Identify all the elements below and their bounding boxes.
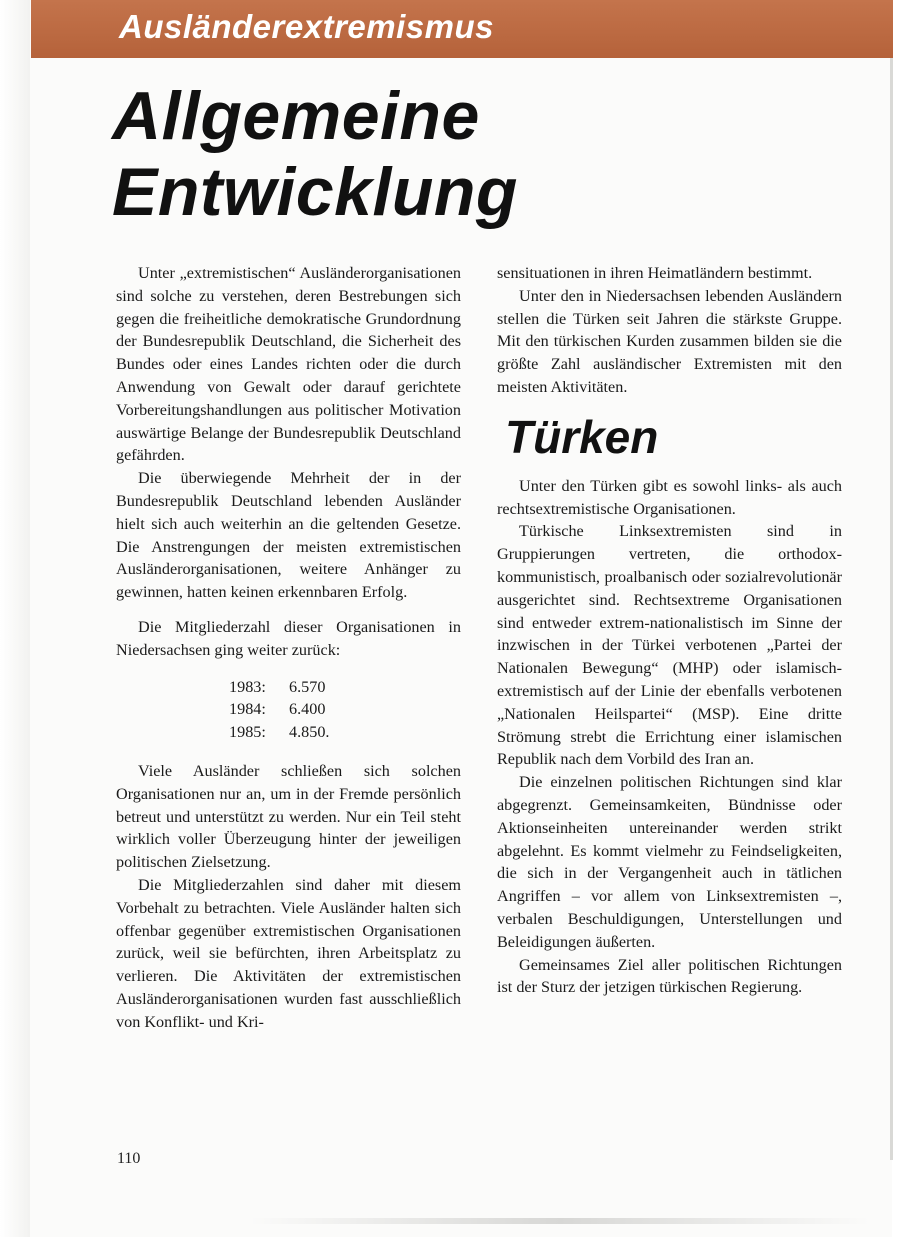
- page-title-line1: Allgemeine: [112, 78, 480, 154]
- right-column: [497, 262, 842, 999]
- left-paragraph-5: Die Mitgliederzahlen sind daher mit diesem Vorbehalt zu betrachten. Viele Ausländer halten sich offenbar gegenüber extremistischen Organisationen zurück, weil sie befürchten, ihren Arbeitsplatz zu verlieren. Die Aktivitäten der extremistischen Ausländerorganisationen wurden fast ausschließlich von Konflikt- und Kri-: [116, 875, 461, 1031]
- left-paragraph-3: Die Mitgliederzahl dieser Organisationen in Niedersachsen ging weiter zurück:: [116, 617, 461, 659]
- left-column: [116, 262, 461, 1034]
- stat-year: 1983:: [229, 677, 266, 696]
- page-left-shadow: [0, 0, 30, 1237]
- page-number: 110: [117, 1150, 141, 1167]
- right-paragraph-3: Unter den Türken gibt es sowohl links- als auch rechtsextremistische Organisationen.: [497, 476, 842, 518]
- stat-value: 6.570: [289, 677, 326, 696]
- right-paragraph-5: Die einzelnen politischen Richtungen sind klar abgegrenzt. Gemeinsamkeiten, Bündnisse oder Aktionseinheiten untereinander werden strikt abgelehnt. Es kommt vielmehr zu Feindseligkeiten, die sich in der Vergangenheit auch in tätlichen Angriffen – vor allem von Linksextremisten –, verbalen Beschuldigungen, Unterstellungen und Beleidigungen äußerten.: [497, 773, 842, 951]
- stat-value: 6.400: [289, 700, 326, 719]
- banner-title: Ausländerextremismus: [119, 8, 494, 45]
- page-bottom-shade: [250, 1218, 870, 1224]
- membership-stats: [229, 676, 461, 744]
- right-paragraph-1: sensituationen in ihren Heimatländern bestimmt.: [497, 264, 813, 282]
- stat-row: [229, 721, 461, 744]
- right-paragraph-6: Gemeinsames Ziel aller politischen Richtungen ist der Sturz der jetzigen türkischen Regierung.: [497, 955, 842, 997]
- section-heading-tuerken: Türken: [505, 410, 659, 463]
- page-title-line2: Entwicklung: [112, 154, 518, 230]
- stat-year: 1984:: [229, 700, 266, 719]
- right-paragraph-2: Unter den in Niedersachsen lebenden Ausländern stellen die Türken seit Jahren die stärkste Gruppe. Mit den türkischen Kurden zusammen bilden sie die größte Zahl ausländischer Extremisten mit den meisten Aktivitäten.: [497, 286, 842, 396]
- left-paragraph-4: Viele Ausländer schließen sich solchen Organisationen nur an, um in der Fremde persönlich betreut und unterstützt zu werden. Nur ein Teil steht wirklich voller Überzeugung hinter der jeweiligen politischen Zielsetzung.: [116, 761, 461, 872]
- stat-row: [229, 698, 461, 721]
- page-title: [112, 78, 518, 230]
- stat-row: [229, 676, 461, 699]
- right-paragraph-4: Türkische Linksextremisten sind in Gruppierungen vertreten, die orthodox-kommunistisch, proalbanisch oder sozialrevolutionär ausgerichtet sind. Rechtsextreme Organisationen sind entweder extrem-nationalistisch im Sinne der inzwischen in der Türkei verbotenen „Partei der Nationalen Bewegung“ (MHP) oder islamisch-extremistisch auf der Linie der ebenfalls verbotenen „Nationalen Heilspartei“ (MSP). Eine dritte Strömung strebt die Errichtung einer islamischen Republik nach dem Vorbild des Iran an.: [497, 522, 842, 769]
- stat-year: 1985:: [229, 723, 266, 742]
- left-paragraph-1: Unter „extremistischen“ Ausländerorganisationen sind solche zu verstehen, deren Bestrebungen sich gegen die freiheitliche demokratische Grundordnung der Bundesrepublik Deutschland, die Sicherheit des Bundes oder eines Landes richten oder die durch Anwendung von Gewalt oder darauf gerichtete Vorbereitungshandlungen aus politischer Motivation auswärtige Belange der Bundesrepublik Deutschland gefährden.: [116, 264, 461, 465]
- page-right-edge: [890, 40, 893, 1160]
- left-paragraph-2: Die überwiegende Mehrheit der in der Bundesrepublik Deutschland lebenden Ausländer hielt sich auch weiterhin an die geltenden Gesetze. Die Anstrengungen der meisten extremistischen Ausländerorganisationen, weitere Anhänger zu gewinnen, hatten keinen erkennbaren Erfolg.: [116, 469, 461, 602]
- section-banner: [31, 0, 893, 58]
- stat-value: 4.850.: [289, 723, 330, 742]
